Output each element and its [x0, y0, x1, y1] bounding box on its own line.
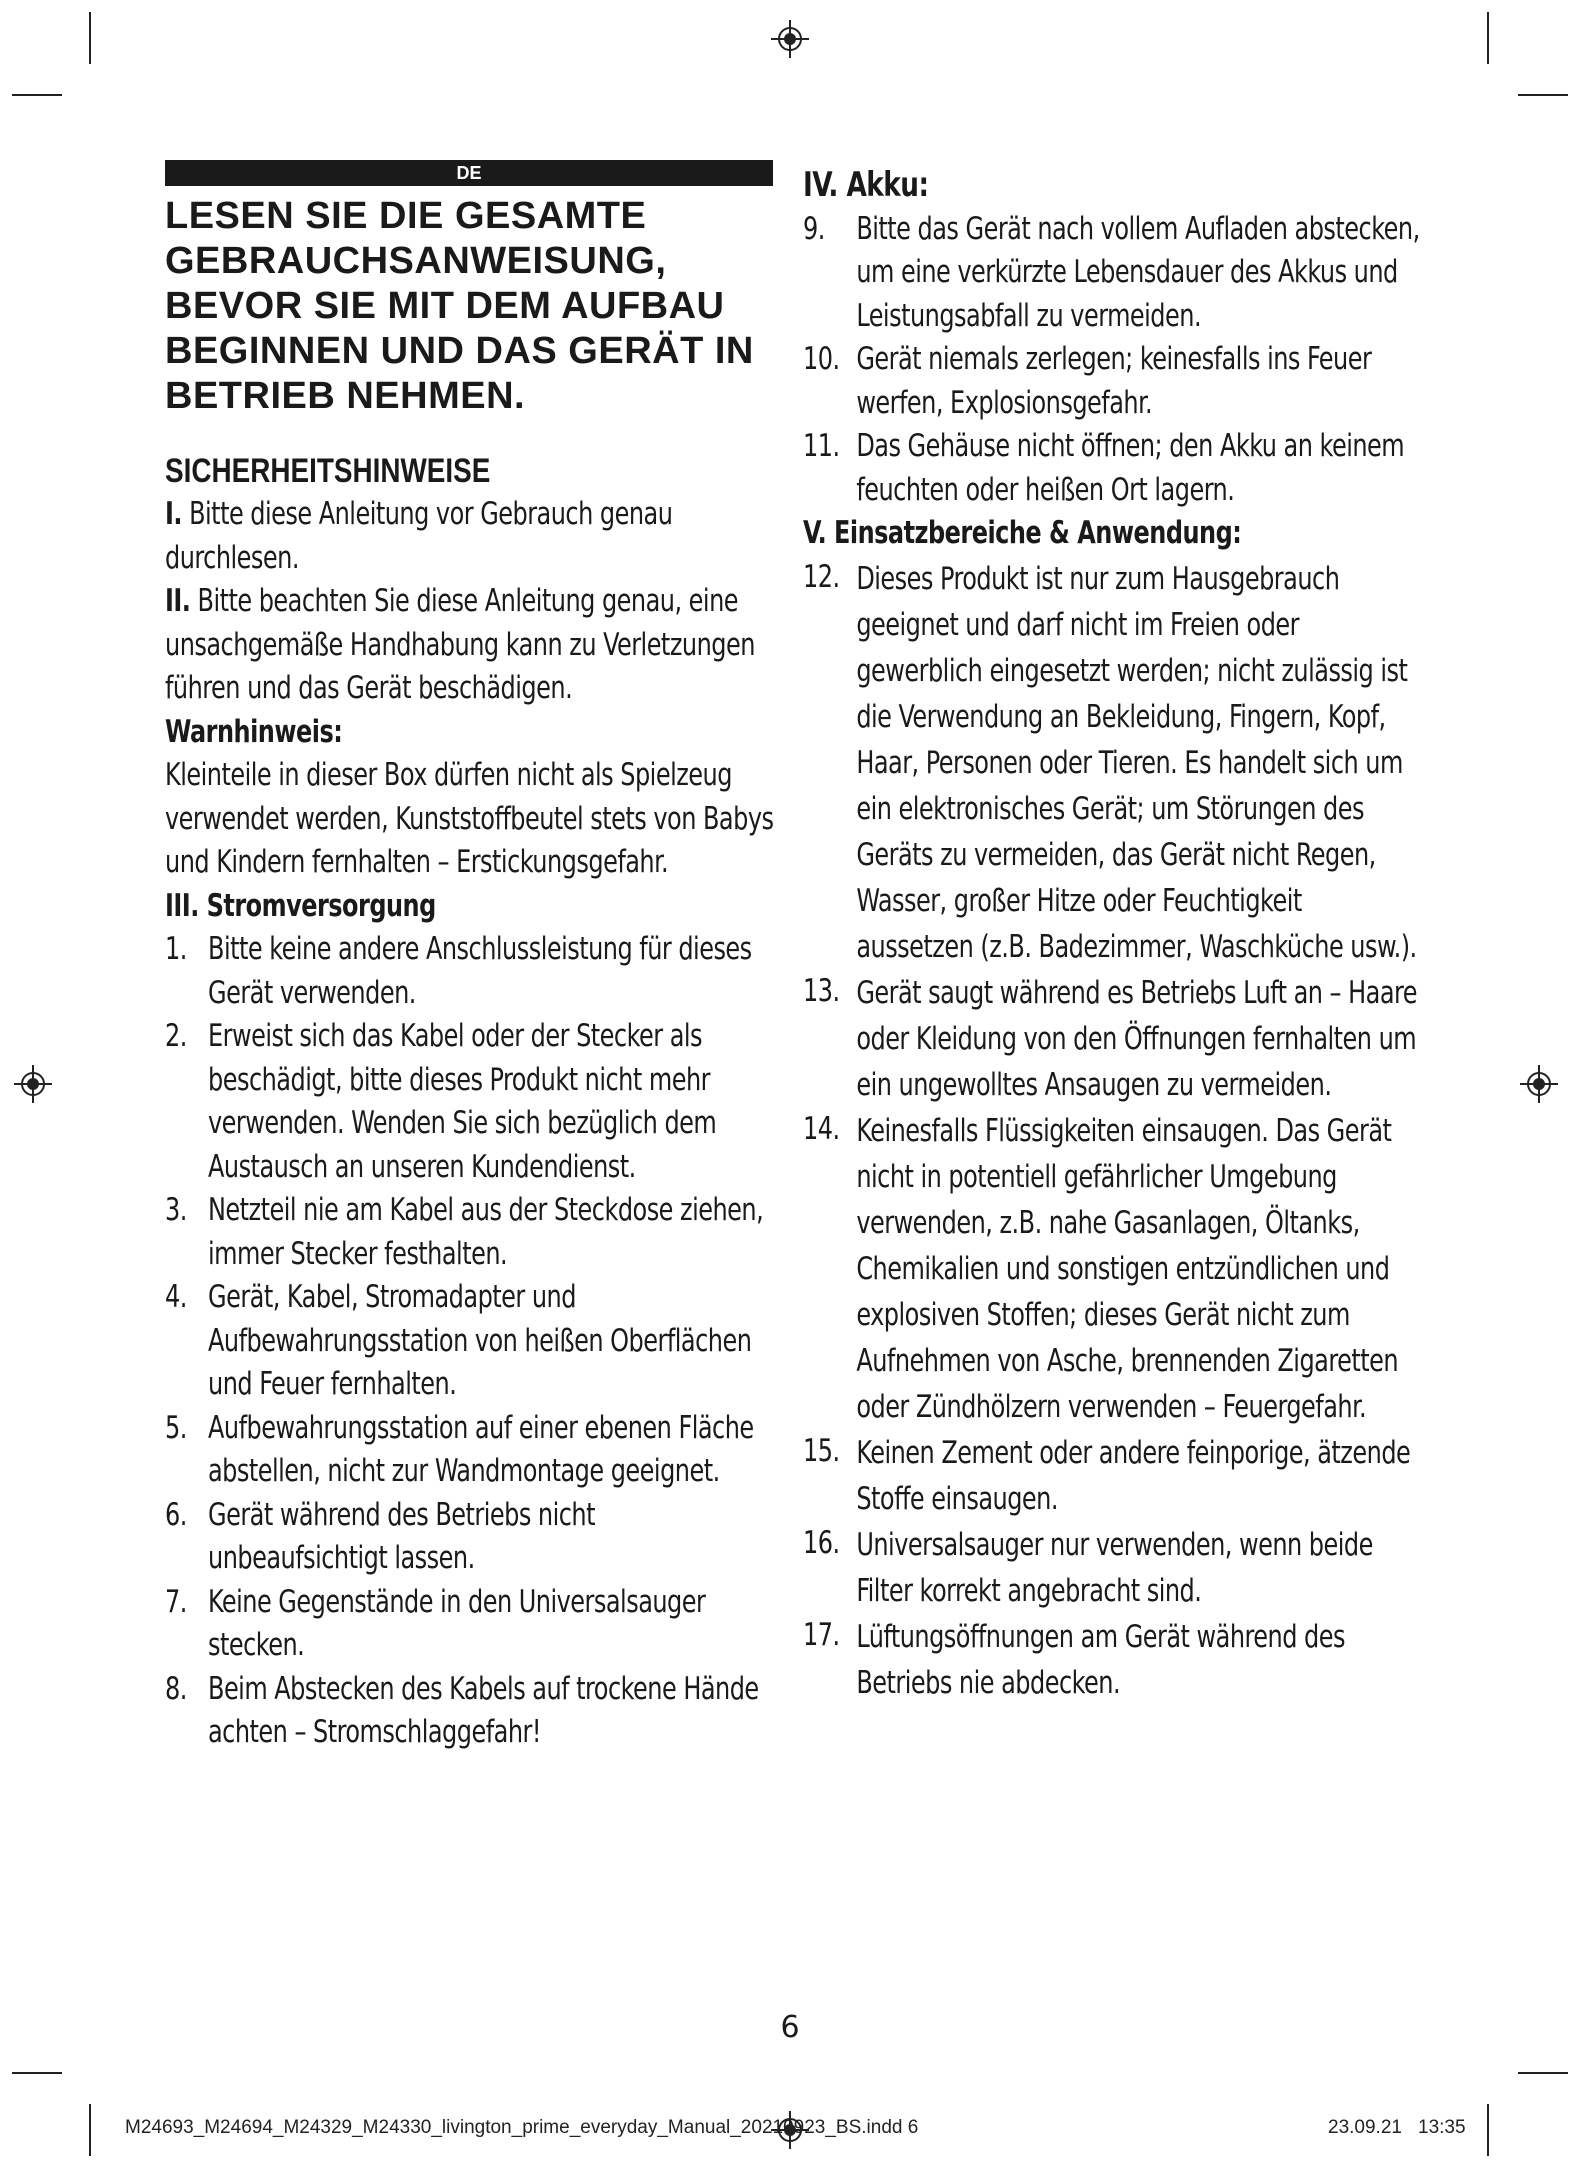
footer-date: 23.09.21 — [1328, 2117, 1402, 2138]
item-number: 2. — [165, 1018, 187, 1054]
page-number: 6 — [780, 2010, 800, 2045]
item-number: 12. — [803, 558, 840, 595]
item-text: Dieses Produkt ist nur zum Hausgebrauch geeignet und darf nicht im Freien oder gewerblich eingesetzt werden; nicht zulässig ist die Verwendung an Bekleidung, Fingern, Kopf, Haar, Personen oder Tieren. Es handelt sich um ein elektronisches Gerät; um Störungen des Geräts zu vermeiden, das Gerät nicht Regen, Wasser, großer Hitze oder Feuchtigkeit aussetzen (z.B. Badezimmer, Waschküche usw.). — [856, 560, 1417, 965]
item-number: 6. — [165, 1496, 187, 1533]
safety-title: SICHERHEITSHINWEISE — [165, 452, 491, 490]
list-item — [803, 338, 1422, 425]
list-item — [803, 208, 1422, 339]
list-item — [165, 1276, 774, 1407]
item-text: Keine Gegenstände in den Universalsauger stecken. — [208, 1583, 706, 1663]
headline-line: BEVOR SIE MIT DEM AUFBAU — [165, 285, 725, 327]
item-text: Gerät während des Betriebs nicht unbeaufsichtigt lassen. — [208, 1496, 596, 1576]
crop-mark — [1487, 12, 1489, 64]
warning-text: Kleinteile in dieser Box dürfen nicht als Spielzeug verwendet werden, Kunststoffbeutel stets von Babys und Kindern fernhalten – Erstickungsgefahr. — [165, 757, 774, 880]
item-number: 7. — [165, 1583, 187, 1620]
item-number: 10. — [803, 341, 840, 377]
item-text: Bitte das Gerät nach vollem Aufladen abstecken, um eine verkürzte Lebensdauer des Akkus und Leistungsabfall zu vermeiden. — [856, 210, 1420, 334]
crop-mark — [89, 12, 91, 64]
section-i-text: Bitte diese Anleitung vor Gebrauch genau durchlesen. — [165, 496, 673, 576]
item-text: Gerät, Kabel, Stromadapter und Aufbewahrungsstation von heißen Oberflächen und Feuer fernhalten. — [208, 1279, 752, 1402]
crop-mark — [89, 2104, 91, 2156]
headline-line: BETRIEB NEHMEN. — [165, 375, 526, 417]
section-ii-text: Bitte beachten Sie diese Anleitung genau, eine unsachgemäße Handhabung kann zu Verletzungen führen und das Gerät beschädigen. — [165, 583, 755, 706]
list-item — [803, 1614, 1422, 1706]
right-column — [803, 164, 1423, 1706]
registration-mark-icon — [771, 20, 809, 58]
item-number: 5. — [165, 1409, 187, 1446]
item-text: Keinen Zement oder andere feinporige, ätzende Stoffe einsaugen. — [856, 1434, 1411, 1517]
list-item — [165, 1407, 774, 1494]
item-number: 8. — [165, 1670, 187, 1707]
item-text: Das Gehäuse nicht öffnen; den Akku an keinem feuchten oder heißen Ort lagern. — [856, 428, 1405, 508]
footer-file: M24693_M24694_M24329_M24330_livington_prime_everyday_Manual_20210923_BS.indd 6 — [125, 2117, 919, 2138]
section-iv-title: IV. Akku: — [803, 165, 929, 205]
item-number: 17. — [803, 1616, 840, 1653]
item-number: 15. — [803, 1432, 840, 1469]
item-text: Lüftungsöffnungen am Gerät während des Betriebs nie abdecken. — [856, 1618, 1345, 1701]
item-number: 13. — [803, 972, 840, 1009]
item-number: 3. — [165, 1192, 187, 1228]
footer-time: 13:35 — [1418, 2117, 1466, 2138]
item-text: Bitte keine andere Anschlussleistung für dieses Gerät verwenden. — [208, 931, 752, 1011]
item-text: Netzteil nie am Kabel aus der Steckdose ziehen, immer Stecker festhalten. — [208, 1192, 764, 1272]
section-ii-label: II. — [165, 583, 191, 619]
crop-mark — [1518, 94, 1568, 96]
list-item — [803, 425, 1422, 512]
section-iii-title: III. Stromversorgung — [165, 887, 436, 924]
list-item — [803, 1108, 1422, 1430]
right-body — [803, 164, 1422, 1706]
crop-mark — [1487, 2104, 1489, 2156]
crop-mark — [12, 94, 62, 96]
item-text: Erweist sich das Kabel oder der Stecker als beschädigt, bitte dieses Produkt nicht mehr verwenden. Wenden Sie sich bezüglich dem Austausch an unseren Kundendienst. — [208, 1018, 717, 1185]
registration-mark-icon — [1520, 1065, 1558, 1103]
registration-mark-icon — [14, 1065, 52, 1103]
warning-title: Warnhinweis: — [165, 713, 343, 750]
headline-line: BEGINNEN UND DAS GERÄT IN — [165, 330, 754, 372]
list-item — [165, 1015, 774, 1189]
headline-line: GEBRAUCHSANWEISUNG, — [165, 240, 667, 282]
section-i-label: I. — [165, 496, 182, 532]
item-text: Beim Abstecken des Kabels auf trockene Hände achten – Stromschlaggefahr! — [208, 1670, 759, 1750]
item-number: 9. — [803, 210, 825, 247]
item-text: Aufbewahrungsstation auf einer ebenen Fläche abstellen, nicht zur Wandmontage geeignet. — [208, 1409, 754, 1489]
item-number: 16. — [803, 1524, 840, 1561]
crop-mark — [1518, 2072, 1568, 2074]
item-text: Gerät saugt während es Betriebs Luft an – Haare oder Kleidung von den Öffnungen fernhalten um ein ungewolltes Ansaugen zu vermeiden. — [856, 974, 1418, 1103]
item-text: Universalsauger nur verwenden, wenn beide Filter korrekt angebracht sind. — [856, 1526, 1373, 1609]
list-item — [165, 928, 774, 1015]
item-number: 11. — [803, 428, 840, 464]
section-iv-list — [803, 208, 1422, 513]
section-i — [165, 493, 774, 580]
list-item — [803, 970, 1422, 1108]
list-item — [803, 1430, 1422, 1522]
section-ii — [165, 580, 774, 711]
language-tag: DE — [165, 160, 773, 186]
item-number: 1. — [165, 931, 187, 967]
list-item — [165, 1494, 774, 1581]
list-item — [165, 1668, 774, 1755]
item-text: Keinesfalls Flüssigkeiten einsaugen. Das Gerät nicht in potentiell gefährlicher Umgebung verwenden, z.B. nahe Gasanlagen, Öltanks, Chemikalien und sonstigen entzündlichen und explosiven Stoffen; dieses Gerät nicht zum Aufnehmen von Asche, brennenden Zigaretten oder Zündhölzern verwenden – Feuergefahr. — [856, 1112, 1399, 1425]
section-v-title: V. Einsatzbereiche & Anwendung: — [803, 515, 1242, 551]
headline-line: LESEN SIE DIE GESAMTE — [165, 195, 647, 237]
safety-body — [165, 493, 774, 1755]
left-column — [165, 160, 775, 1755]
section-iii-list — [165, 928, 774, 1755]
list-item — [803, 1522, 1422, 1614]
list-item — [165, 1581, 774, 1668]
item-number: 4. — [165, 1279, 187, 1315]
crop-mark — [12, 2072, 62, 2074]
item-text: Gerät niemals zerlegen; keinesfalls ins Feuer werfen, Explosionsgefahr. — [856, 341, 1372, 421]
section-v-list — [803, 556, 1422, 1706]
item-number: 14. — [803, 1110, 840, 1147]
list-item — [803, 556, 1422, 970]
list-item — [165, 1189, 774, 1276]
page-headline — [165, 194, 775, 419]
